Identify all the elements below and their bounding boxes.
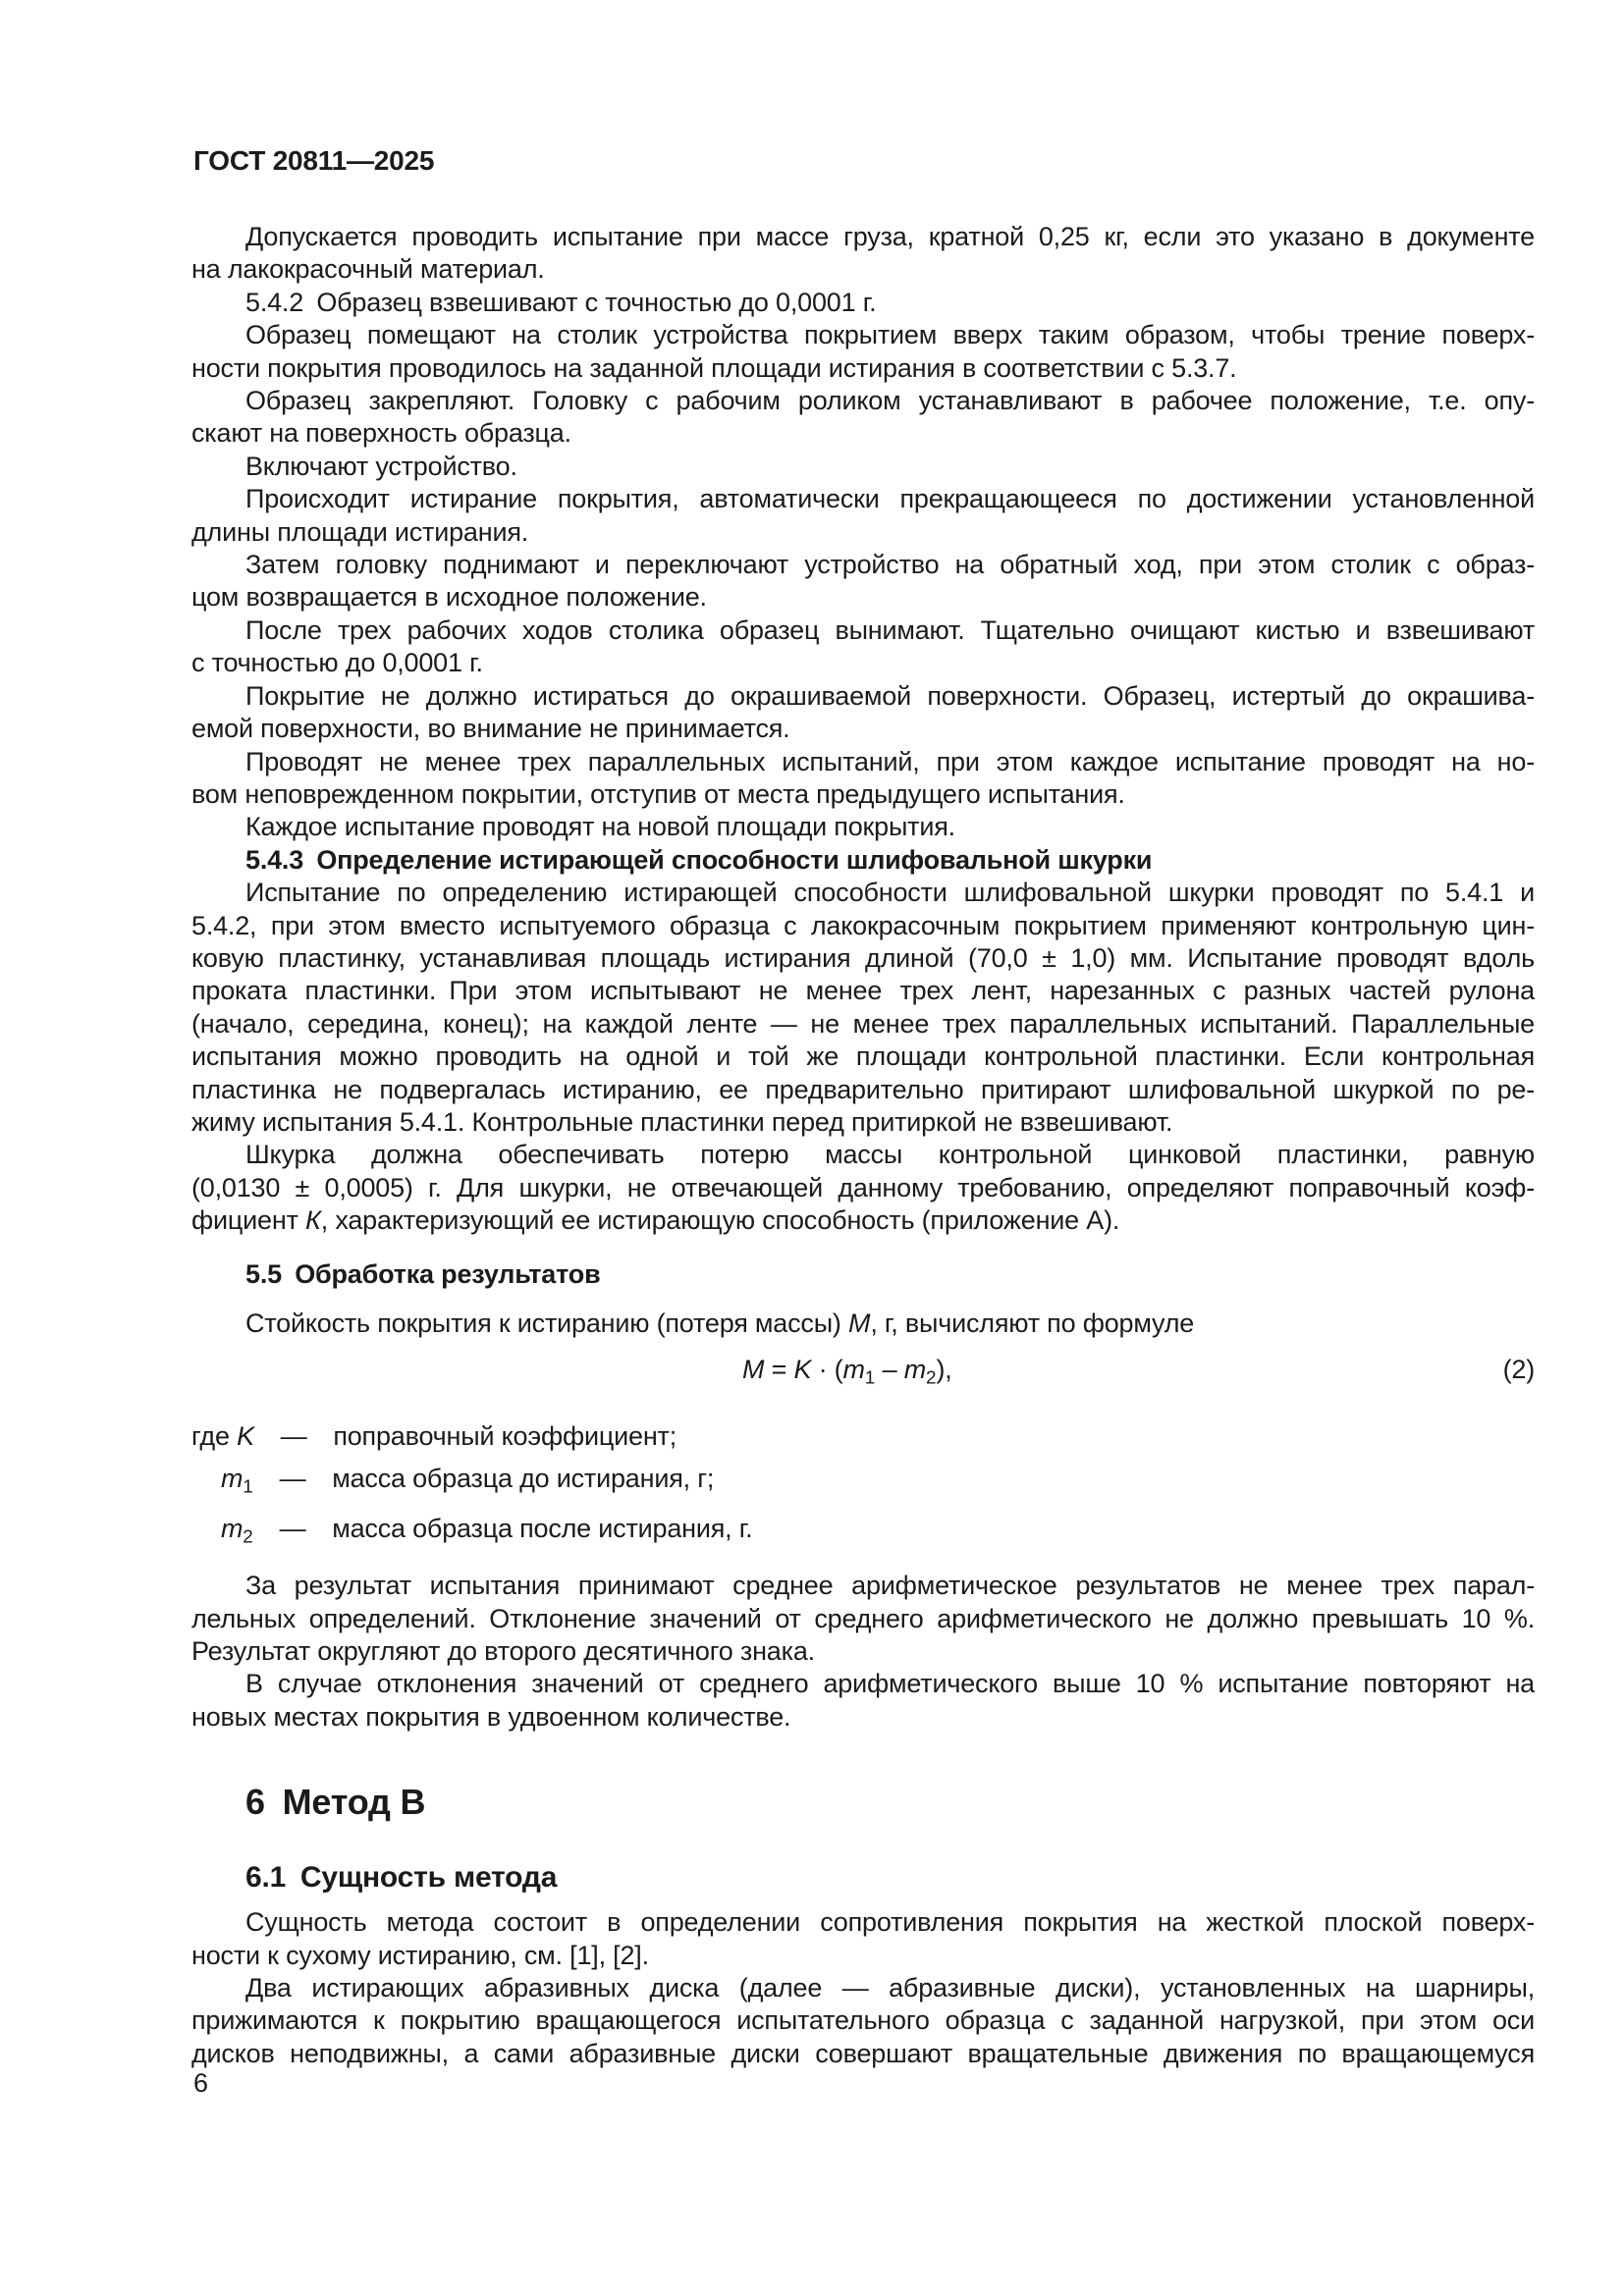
subscript: 1 — [864, 1367, 876, 1389]
variable-symbol: M — [741, 1355, 765, 1385]
text-run: , г, вычисляют по формуле — [870, 1308, 1195, 1338]
page-header: ГОСТ 20811—2025 — [193, 145, 435, 176]
text-line: испытания можно проводить на одной и той же площади контрольной пластинки. Если контрольная — [191, 1041, 1535, 1072]
text-run: где — [191, 1421, 238, 1452]
text-line: (начало, середина, конец); на каждой ленте — не менее трех параллельных испытаний. Параллельные — [191, 1008, 1535, 1039]
text-line: ности покрытия проводилось на заданной площади истирания в соответствии с 5.3.7. — [191, 352, 1237, 383]
text-line: После трех рабочих ходов столика образец вынимают. Тщательно очищают кистью и взвешивают — [245, 614, 1535, 645]
formula-expression — [191, 1354, 1503, 1395]
text-line: вом неповрежденном покрытии, отступив от места предыдущего испытания. — [191, 778, 1125, 809]
text-line: проката пластинки. При этом испытывают не менее трех лент, нарезанных с разных частей рулона — [191, 976, 1535, 1006]
variable-symbol: K — [237, 1421, 254, 1452]
text-run: – — [875, 1355, 904, 1385]
text-line — [191, 1308, 1535, 1340]
text-line: (0,0130 ± 0,0005) г. Для шкурки, не отвечающей данному требованию, определяют поправочный коэф- — [191, 1172, 1535, 1202]
text-line: прижимаются к покрытию вращающегося испытательного образца с заданной нагрузкой, при этом оси — [191, 2005, 1535, 2036]
text-run: — масса образца после истирания, г. — [252, 1513, 753, 1543]
text-line — [191, 1513, 1535, 1554]
variable-symbol: К — [305, 1205, 321, 1236]
text-run: — масса образца до истирания, г; — [252, 1463, 715, 1493]
text-line: емой поверхности, во внимание не принимается. — [191, 714, 790, 744]
text-line: ковую пластинку, устанавливая площадь истирания длиной (70,0 ± 1,0) мм. Испытание проводят вдоль — [191, 942, 1535, 973]
subscript: 2 — [925, 1367, 937, 1389]
text-line: Покрытие не должно истираться до окрашиваемой поверхности. Образец, истертый до окрашива- — [245, 680, 1535, 711]
text-run: , характеризующий ее истирающую способность (приложение А). — [320, 1205, 1120, 1236]
where-k-line — [191, 1420, 1535, 1453]
variable-symbol: m — [221, 1513, 244, 1543]
formula-2 — [191, 1354, 1535, 1397]
text-line: Включают устройство. — [245, 451, 517, 481]
text-line: 5.4.2, при этом вместо испытуемого образца с лакокрасочным покрытием применяют контрольную цин- — [191, 910, 1535, 940]
heading-5-4-3: 5.4.3 Определение истирающей способности шлифовальной шкурки — [245, 844, 1153, 875]
variable-symbol: m — [221, 1463, 244, 1493]
text-line: Затем головку поднимают и переключают устройство на обратный ход, при этом столик с образ- — [245, 550, 1535, 580]
text-line: Шкурка должна обеспечивать потерю массы контрольной цинковой пластинки, равную — [245, 1140, 1535, 1170]
document-body — [191, 221, 1535, 2070]
variable-symbol: m — [903, 1355, 926, 1385]
text-line: ности к сухому истиранию, см. [1], [2]. — [191, 1940, 649, 1970]
heading-6-1: 6.1 Сущность метода — [245, 1861, 558, 1895]
text-line: пластинка не подвергалась истиранию, ее предварительно притирают шлифовальной шкуркой по ре- — [191, 1074, 1535, 1104]
subscript: 2 — [243, 1525, 253, 1547]
text-line: цом возвращается в исходное положение. — [191, 582, 707, 613]
text-line: Образец закрепляют. Головку с рабочим роликом устанавливают в рабочее положение, т.е. опу- — [245, 386, 1535, 416]
subscript: 1 — [243, 1476, 253, 1498]
variable-symbol: M — [848, 1308, 871, 1338]
text-line: новых местах покрытия в удвоенном количестве. — [191, 1701, 791, 1732]
text-line — [191, 1204, 1535, 1237]
text-line: Допускается проводить испытание при массе груза, кратной 0,25 кг, если это указано в документе — [245, 222, 1535, 251]
text-line: Испытание по определению истирающей способности шлифовальной шкурки проводят по 5.4.1 и — [245, 878, 1535, 908]
page-number: 6 — [193, 2068, 208, 2098]
text-line: Два истирающих абразивных диска (далее — абразивные диски), установленных на шарниры, — [245, 1973, 1535, 2003]
text-line: длины площади истирания. — [191, 516, 529, 547]
text-run: фициент — [191, 1205, 306, 1236]
text-line: Происходит истирание покрытия, автоматически прекращающееся по достижении установленной — [245, 484, 1535, 514]
text-line: лельных определений. Отклонение значений от среднего арифметического не должно превышать 10 %. — [191, 1603, 1535, 1633]
text-line: дисков неподвижны, а сами абразивные диски совершают вращательные движения по вращающемуся — [191, 2038, 1535, 2068]
text-line: жиму испытания 5.4.1. Контрольные пластинки перед притиркой не взвешивают. — [191, 1106, 1173, 1137]
text-line: на лакокрасочный материал. — [191, 254, 545, 285]
formula-number: (2) — [1502, 1355, 1535, 1385]
text-line: За результат испытания принимают среднее арифметическое результатов не менее трех парал- — [245, 1571, 1535, 1601]
text-line: Результат округляют до второго десятичного знака. — [191, 1636, 815, 1666]
text-line: В случае отклонения значений от среднего арифметического выше 10 % испытание повторяют на — [245, 1669, 1535, 1699]
text-line: с точностью до 0,0001 г. — [191, 648, 483, 678]
text-run: · ( — [811, 1355, 843, 1385]
text-run: — поправочный коэффициент; — [253, 1421, 677, 1452]
text-run: Стойкость покрытия к истиранию (потеря массы) — [245, 1308, 849, 1338]
heading-5-5: 5.5 Обработка результатов — [245, 1258, 601, 1289]
text-line: скают на поверхность образца. — [191, 418, 571, 449]
text-line: Каждое испытание проводят на новой площади покрытия. — [245, 812, 955, 842]
variable-symbol: K — [793, 1355, 812, 1385]
text-line: Проводят не менее трех параллельных испытаний, при этом каждое испытание проводят на но- — [245, 746, 1535, 776]
text-run: = — [764, 1355, 794, 1385]
text-run: ), — [936, 1355, 952, 1385]
variable-symbol: m — [842, 1355, 865, 1385]
text-line — [191, 1463, 1535, 1504]
text-line: 5.4.2 Образец взвешивают с точностью до 0,0001 г. — [245, 287, 877, 317]
text-line: Образец помещают на столик устройства покрытием вверх таким образом, чтобы трение поверх- — [245, 320, 1535, 350]
text-line: Сущность метода состоит в определении сопротивления покрытия на жесткой плоской поверх- — [245, 1907, 1535, 1938]
heading-6: 6 Метод В — [245, 1782, 426, 1823]
